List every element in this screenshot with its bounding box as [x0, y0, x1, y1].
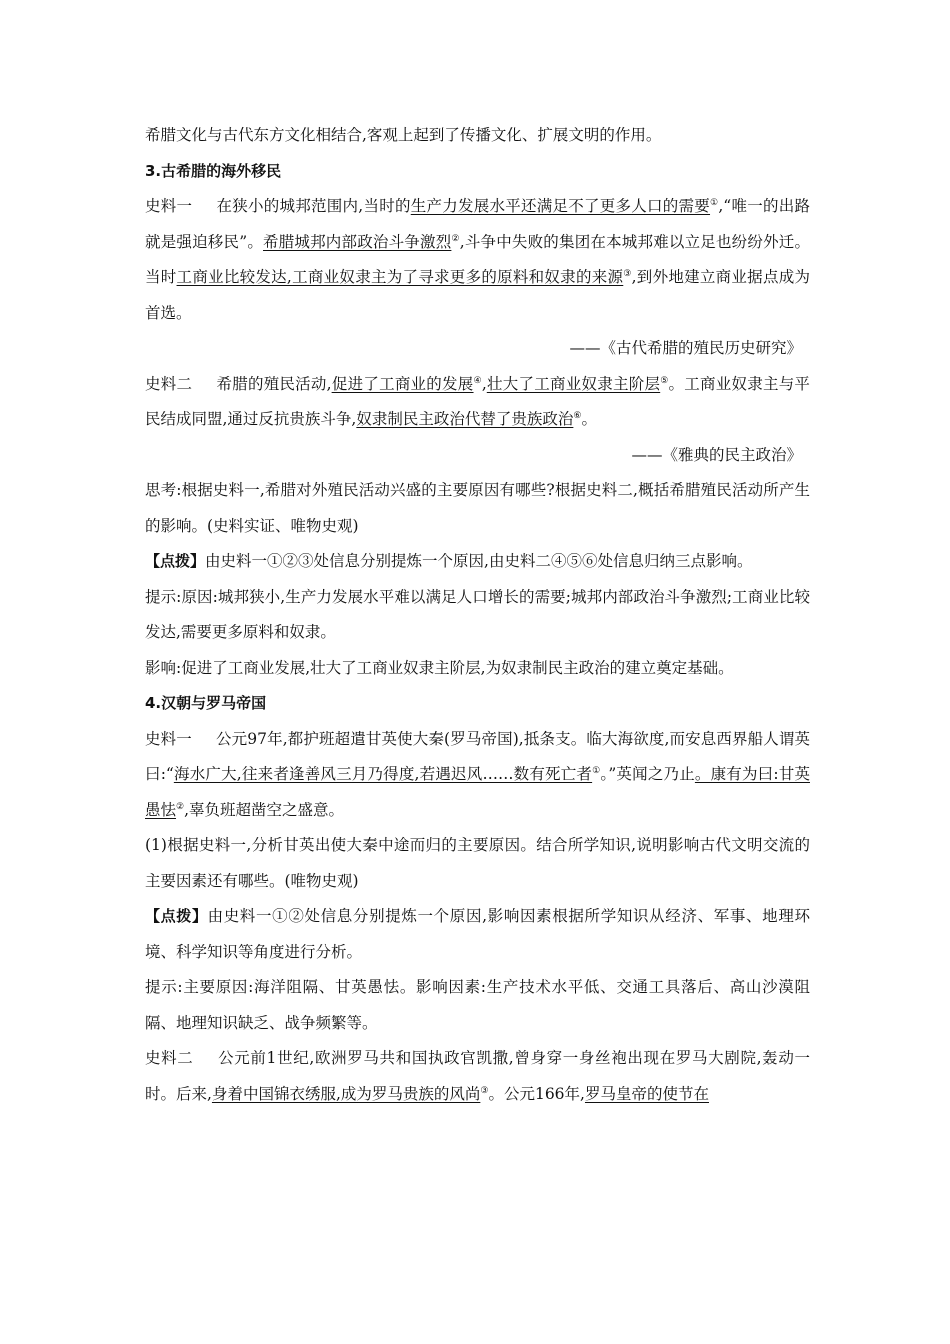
underlined-text: 身着中国锦衣绣服,成为罗马贵族的风尚	[211, 1084, 481, 1103]
text: 公元前1世纪,欧洲罗马共和国执政官凯撒,曾身穿一身丝袍出现在罗马大剧院,轰动一时。后来,	[145, 1049, 810, 1103]
s3-think-question: 思考:根据史料一,希腊对外殖民活动兴盛的主要原因有哪些?根据史料二,概括希腊殖民活动所产生的影响。(史料实证、唯物史观)	[145, 481, 810, 535]
underlined-text: 促进了工商业的发展	[331, 374, 474, 393]
note-mark: ①	[710, 197, 719, 208]
s4-material-2	[145, 1041, 810, 1112]
material-label: 史料二	[145, 374, 193, 393]
s3-tip	[145, 544, 810, 580]
section-3-heading: 3.古希腊的海外移民	[145, 161, 282, 180]
note-mark: ①	[592, 765, 601, 776]
material-label: 史料一	[145, 197, 193, 215]
text: 。公元166年,	[488, 1084, 585, 1103]
text: 在狭小的城邦范围内,当时的	[216, 197, 411, 215]
s4-hint: 提示:主要原因:海洋阻隔、甘英愚怯。影响因素:生产技术水平低、交通工具落后、高山沙漠阻隔、地理知识缺乏、战争频繁等。	[145, 978, 810, 1032]
text: 希腊的殖民活动,	[216, 374, 332, 393]
text: ,到外地建立商业据点成为首选。	[145, 268, 810, 322]
tip-text: 由史料一①②③处信息分别提炼一个原因,由史料二④⑤⑥处信息归纳三点影响。	[205, 552, 753, 570]
tip-text: 由史料一①②处信息分别提炼一个原因,影响因素根据所学知识从经济、军事、地理环境、科学知识等角度进行分析。	[145, 907, 810, 961]
underlined-text: 奴隶制民主政治代替了贵族政治	[356, 410, 574, 428]
text: 公元97年,都护班超遣甘英使大秦(罗马帝国),抵条支。临大海欲度,而安息西界船人谓英曰:“	[145, 729, 810, 783]
s3-source-1: ——《古代希腊的殖民历史研究》	[569, 339, 802, 357]
section-4-heading: 4.汉朝与罗马帝国	[145, 694, 267, 712]
note-mark: ④	[473, 375, 482, 386]
note-mark: ⑥	[573, 410, 582, 421]
text: ,斗争中失败的集团在本城邦难以立足也纷纷外迁。当时	[145, 232, 810, 286]
text: ,辜负班超凿空之盛意。	[184, 800, 345, 819]
underlined-text: 希腊城邦内部政治斗争激烈	[263, 232, 452, 251]
text: ,“唯一的出路就是强迫移民”。	[145, 197, 810, 251]
note-mark: ③	[480, 1085, 489, 1096]
underlined-text: 生产力发展水平还满足不了更多人口的需要	[410, 197, 711, 215]
underlined-text: 。康有为曰:甘英愚怯	[145, 765, 810, 819]
underlined-text: 海水广大,往来者逢善风三月乃得度,若遇迟风……数有死亡者	[173, 765, 593, 783]
material-label: 史料一	[145, 729, 192, 748]
s4-question-1: (1)根据史料一,分析甘英出使大秦中途而归的主要原因。结合所学知识,说明影响古代文明交流的主要因素还有哪些。(唯物史观)	[145, 836, 810, 890]
tip-label: 【点拨】	[145, 907, 208, 925]
note-mark: ③	[623, 268, 632, 279]
s4-tip	[145, 899, 810, 970]
intro-paragraph: 希腊文化与古代东方文化相结合,客观上起到了传播文化、扩展文明的作用。	[145, 126, 662, 144]
s4-material-1	[145, 722, 810, 829]
s3-source-2: ——《雅典的民主政治》	[631, 445, 802, 464]
text: 。”英闻之乃止	[600, 765, 695, 783]
text: 。	[581, 410, 597, 428]
s3-effect: 影响:促进了工商业发展,壮大了工商业奴隶主阶层,为奴隶制民主政治的建立奠定基础。	[145, 658, 734, 677]
underlined-text: 壮大了工商业奴隶主阶层	[486, 374, 661, 393]
document-page	[145, 118, 810, 1112]
note-mark: ②	[451, 233, 460, 244]
underlined-text: 罗马皇帝的使节在	[584, 1084, 709, 1103]
note-mark: ②	[176, 801, 185, 812]
text: 。工商业奴隶主与平民结成同盟,通过反抗贵族斗争,	[145, 374, 810, 428]
tip-label: 【点拨】	[145, 552, 206, 570]
s3-hint: 提示:原因:城邦狭小,生产力发展水平难以满足人口增长的需要;城邦内部政治斗争激烈;工商业比较发达,需要更多原料和奴隶。	[145, 587, 810, 641]
underlined-text: 工商业比较发达,工商业奴隶主为了寻求更多的原料和奴隶的来源	[176, 268, 624, 286]
s3-material-2	[145, 367, 810, 438]
s3-material-1	[145, 189, 810, 331]
note-mark: ⑤	[660, 375, 669, 386]
material-label: 史料二	[145, 1049, 194, 1067]
text: ,	[481, 374, 487, 393]
